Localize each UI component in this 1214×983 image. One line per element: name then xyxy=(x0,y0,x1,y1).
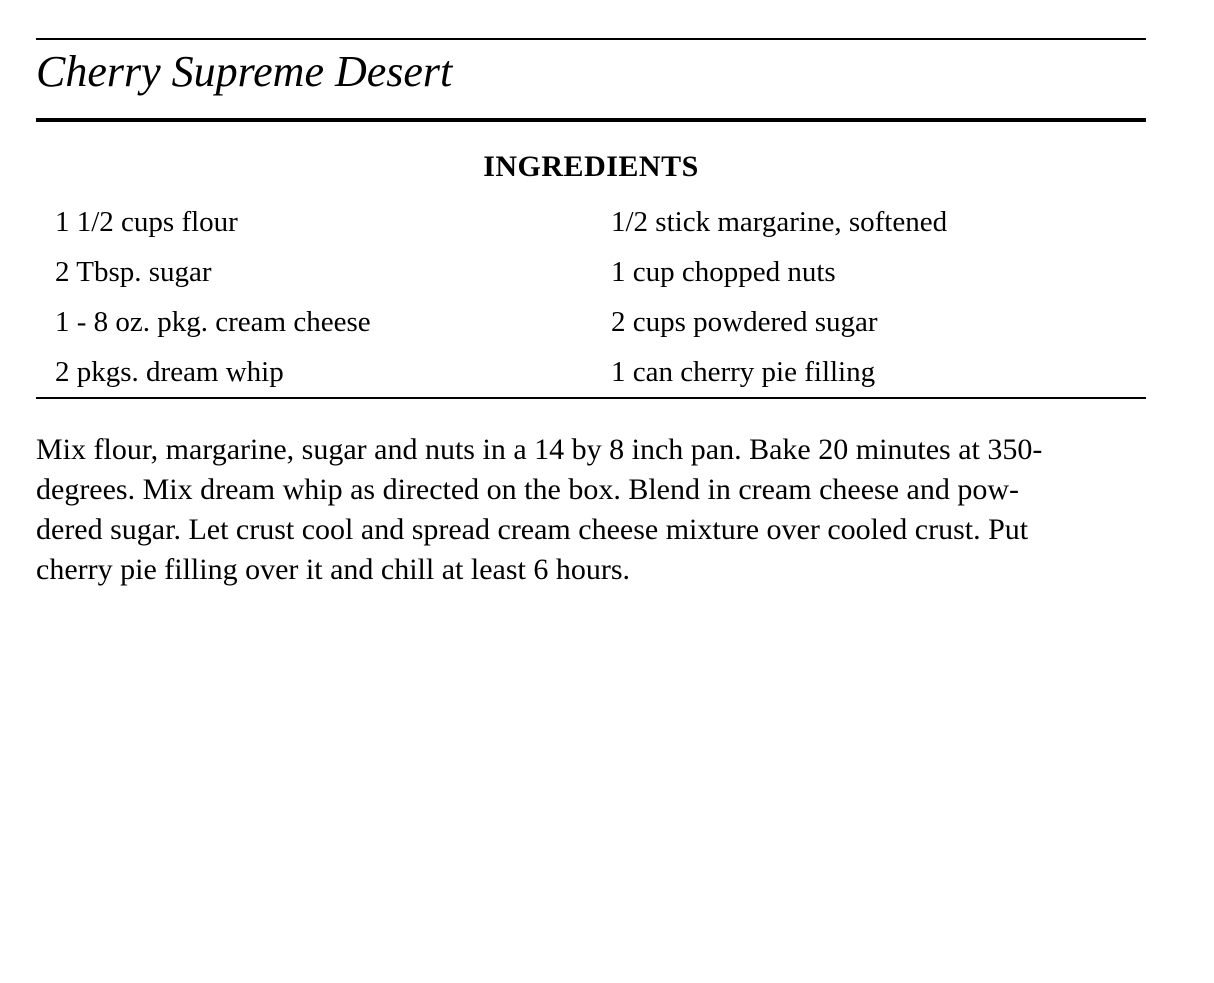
instruction-line: cherry pie filling over it and chill at least 6 hours. xyxy=(36,553,630,586)
ingredient-item: 1 cup chopped nuts xyxy=(611,256,836,288)
instruction-line: dered sugar. Let crust cool and spread cream cheese mixture over cooled crust. Put xyxy=(36,513,1029,546)
instruction-line: degrees. Mix dream whip as directed on the box. Blend in cream cheese and pow- xyxy=(36,473,1019,506)
ingredient-item: 1 - 8 oz. pkg. cream cheese xyxy=(55,306,371,338)
ingredient-item: 1 1/2 cups flour xyxy=(55,206,238,238)
ingredient-item: 1 can cherry pie filling xyxy=(611,356,876,388)
instructions-paragraph xyxy=(36,430,1146,590)
ingredients-heading: INGREDIENTS xyxy=(483,150,699,183)
ingredients-list xyxy=(36,197,1146,397)
recipe-content xyxy=(36,0,1146,590)
ingredient-item: 2 Tbsp. sugar xyxy=(55,256,212,288)
ingredients-divider xyxy=(36,397,1146,399)
top-divider xyxy=(36,38,1146,40)
ingredient-item: 2 cups powdered sugar xyxy=(611,306,878,338)
ingredient-item: 1/2 stick margarine, softened xyxy=(611,206,948,238)
instruction-line: Mix flour, margarine, sugar and nuts in a 14 by 8 inch pan. Bake 20 minutes at 350- xyxy=(36,433,1043,466)
ingredient-item: 2 pkgs. dream whip xyxy=(55,356,284,388)
title-divider xyxy=(36,118,1146,122)
page-title: Cherry Supreme Desert xyxy=(36,47,453,96)
